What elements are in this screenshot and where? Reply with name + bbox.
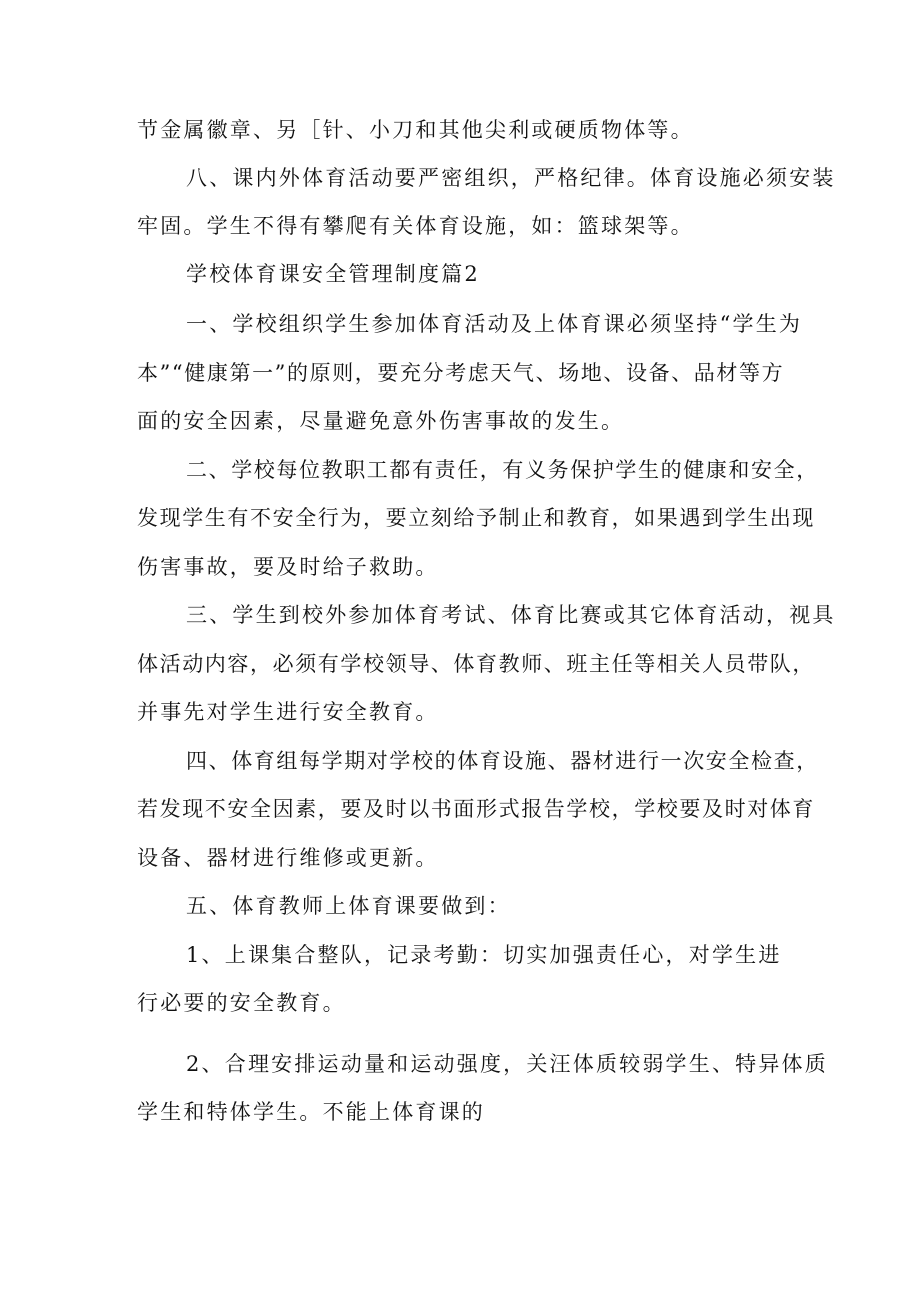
text-line: 节金属徽章、另［针、小刀和其他尖利或硬质物体等。 — [137, 118, 694, 142]
text-line: 学生和特体学生。不能上体育课的 — [137, 1100, 485, 1124]
text-line: 五、体育教师上体育课要做到： — [186, 894, 511, 918]
text-line: 四、体育组每学期对学校的体育设施、器材进行一次安全检查， — [186, 749, 819, 773]
text-line: 若发现不安全因素，要及时以书面形式报告学校，学校要及时对体育 — [137, 797, 815, 821]
text-line: 二、学校每位教职工都有责任，有义务保护学生的健康和安全， — [186, 458, 819, 482]
text-line: 并事先对学生进行安全教育。 — [137, 700, 439, 724]
text-line: 体活动内容，必须有学校领导、体育教师、班主任等相关人员带队， — [137, 652, 815, 676]
text-line: 发现学生有不安全行为，要立刻给予制止和教育，如果遇到学生出现 — [137, 506, 815, 530]
text-line: 伤害事故，要及时给子救助。 — [137, 555, 439, 579]
text-line: 面的安全因素，尽量避免意外伤害事故的发生。 — [137, 409, 625, 433]
section-heading: 学校体育课安全管理制度篇2 — [186, 262, 480, 286]
text-line: 2、合理安排运动量和运动强度，关汪体质较弱学生、特异体质 — [186, 1052, 828, 1076]
text-line: 设备、器材进行维修或更新。 — [137, 846, 439, 870]
text-line: 一、学校组织学生参加体育活动及上体育课必须坚持“学生为 — [186, 312, 803, 336]
text-line: 1、上课集合整队，记录考勤：切实加强责任心，对学生进 — [186, 943, 782, 967]
text-line: 八、课内外体育活动要严密组织，严格纪律。体育设施必须安装 — [186, 166, 836, 190]
text-line: 三、学生到校外参加体育考试、体育比赛或其它体育活动，视具 — [186, 603, 836, 627]
text-line: 牢固。学生不得有攀爬有关体育设施，如：篮球架等。 — [137, 214, 694, 238]
text-line: 行必要的安全教育。 — [137, 991, 346, 1015]
text-line: 本”“健康第一”的原则，要充分考虑天气、场地、设备、品材等方 — [137, 361, 785, 385]
